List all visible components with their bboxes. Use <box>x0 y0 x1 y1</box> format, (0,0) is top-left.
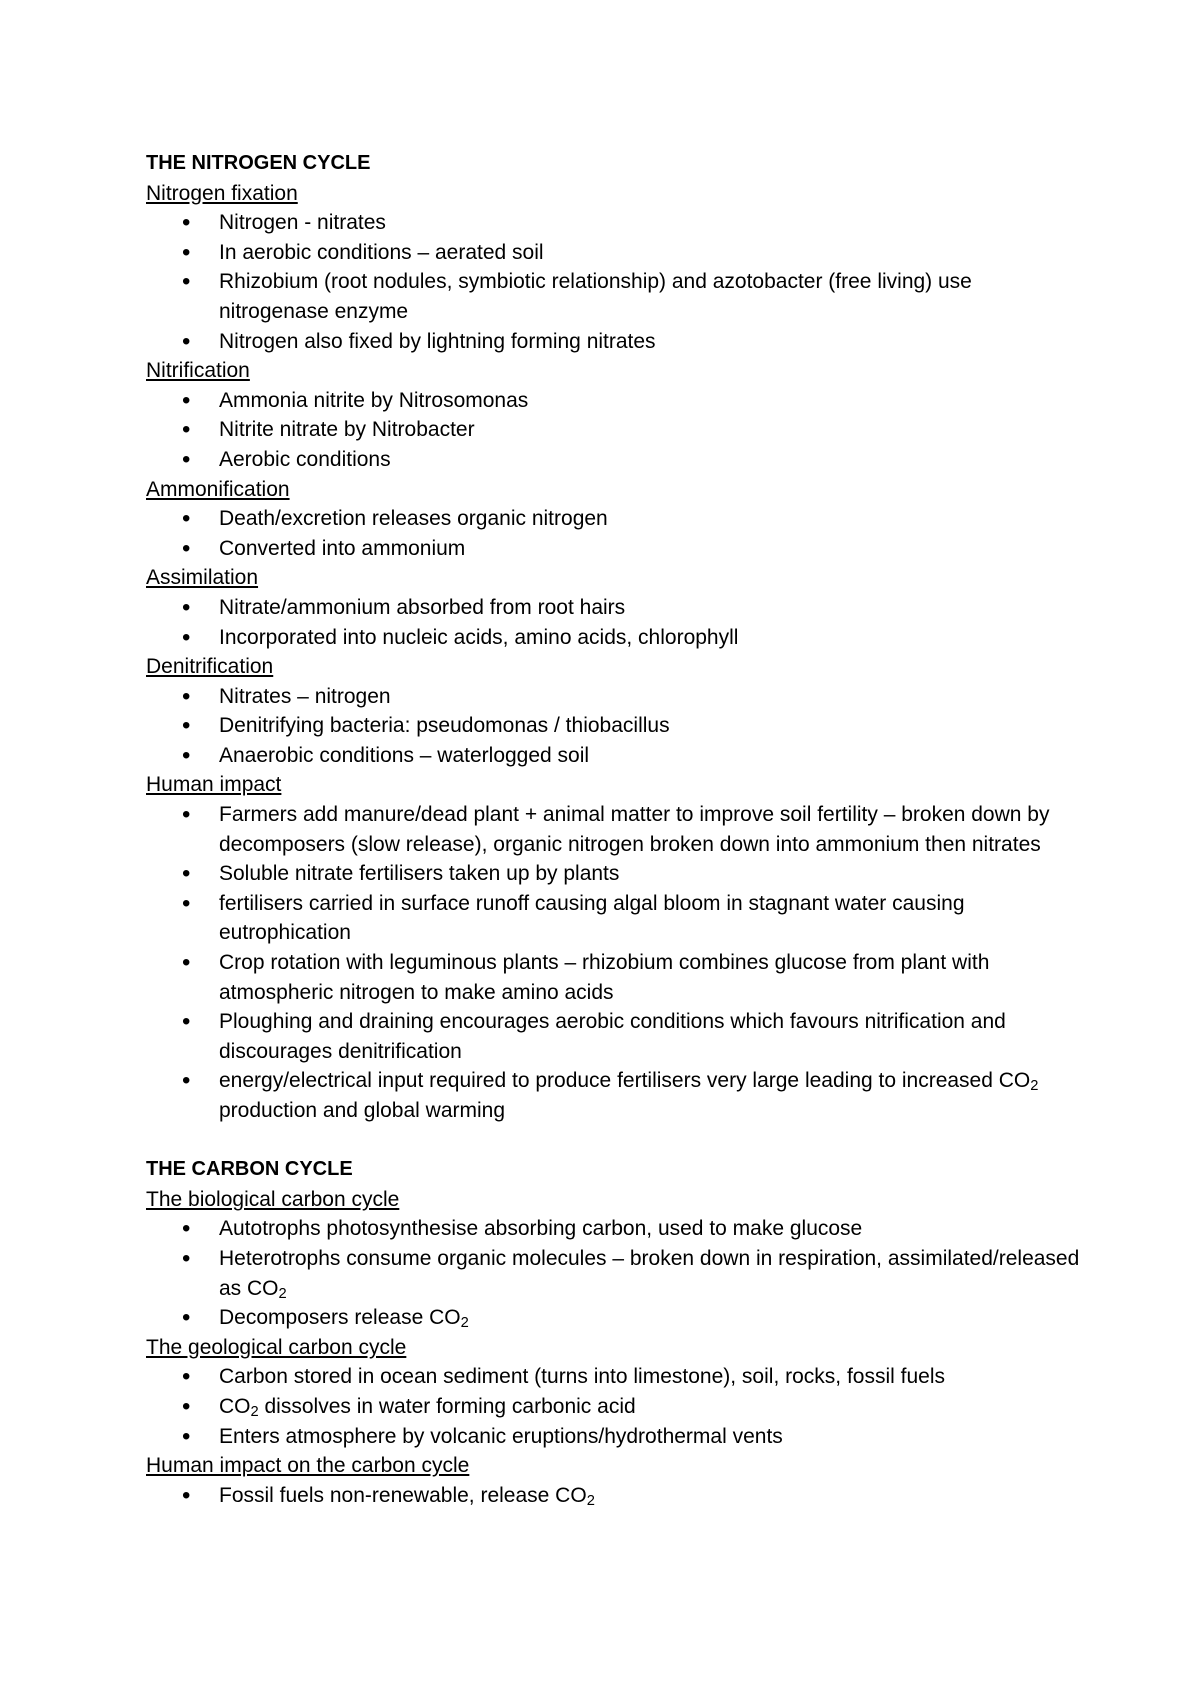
list-item: • Carbon stored in ocean sediment (turns into limestone), soil, rocks, fossil fuels <box>146 1362 1086 1392</box>
list-item: • Nitrite nitrate by Nitrobacter <box>146 415 1086 445</box>
list-biological-carbon-cycle <box>146 1214 1086 1332</box>
heading-biological-carbon-cycle: The biological carbon cycle <box>146 1187 400 1211</box>
document-page <box>146 149 1086 1510</box>
heading-human-impact: Human impact <box>146 773 282 797</box>
list-item: • Death/excretion releases organic nitrogen <box>146 504 1086 534</box>
list-item: • Nitrogen also fixed by lightning forming nitrates <box>146 327 1086 357</box>
heading-nitrification: Nitrification <box>146 359 250 383</box>
list-item: • Rhizobium (root nodules, symbiotic relationship) and azotobacter (free living) use nitrogenase enzyme <box>146 267 1086 326</box>
heading-nitrogen-fixation: Nitrogen fixation <box>146 181 298 205</box>
list-item: • Ploughing and draining encourages aerobic conditions which favours nitrification and discourages denitrification <box>146 1007 1086 1066</box>
list-item: • Converted into ammonium <box>146 534 1086 564</box>
subscript: 2 <box>250 1403 259 1420</box>
list-item <box>146 1244 1086 1303</box>
list-item: • Ammonia nitrite by Nitrosomonas <box>146 386 1086 416</box>
list-item: • Farmers add manure/dead plant + animal matter to improve soil fertility – broken down by decomposers (slow release), organic nitrogen broken down into ammonium then nitrates <box>146 800 1086 859</box>
list-assimilation <box>146 593 1086 652</box>
list-item-text: CO <box>219 1394 251 1418</box>
heading-geological-carbon-cycle: The geological carbon cycle <box>146 1335 407 1359</box>
carbon-cycle-title: THE CARBON CYCLE <box>146 1158 353 1181</box>
list-item: • Denitrifying bacteria: pseudomonas / thiobacillus <box>146 711 1086 741</box>
list-ammonification <box>146 504 1086 563</box>
heading-assimilation: Assimilation <box>146 566 259 590</box>
list-item: • Soluble nitrate fertilisers taken up by plants <box>146 859 1086 889</box>
heading-ammonification: Ammonification <box>146 477 290 501</box>
list-item: • Nitrogen - nitrates <box>146 208 1086 238</box>
list-item: • Nitrate/ammonium absorbed from root hairs <box>146 593 1086 623</box>
heading-denitrification: Denitrification <box>146 655 274 679</box>
list-nitrification <box>146 386 1086 475</box>
list-item <box>146 1392 1086 1422</box>
subscript: 2 <box>586 1492 595 1509</box>
list-item-text: production and global warming <box>219 1099 506 1122</box>
list-item: • In aerobic conditions – aerated soil <box>146 238 1086 268</box>
list-item: • fertilisers carried in surface runoff causing algal bloom in stagnant water causing eutrophication <box>146 889 1086 948</box>
subscript: 2 <box>1030 1078 1039 1095</box>
list-denitrification <box>146 682 1086 771</box>
list-geological-carbon-cycle <box>146 1362 1086 1451</box>
blank-line <box>146 1126 1086 1156</box>
list-item: • Incorporated into nucleic acids, amino acids, chlorophyll <box>146 623 1086 653</box>
list-item-text: energy/electrical input required to produce fertilisers very large leading to increased CO <box>219 1069 1031 1093</box>
list-item: • Anaerobic conditions – waterlogged soil <box>146 741 1086 771</box>
list-item: • Aerobic conditions <box>146 445 1086 475</box>
list-item <box>146 1066 1086 1125</box>
list-item: • Nitrates – nitrogen <box>146 682 1086 712</box>
list-nitrogen-fixation <box>146 208 1086 356</box>
list-item <box>146 1303 1086 1333</box>
list-item-text: Fossil fuels non-renewable, release CO <box>219 1483 587 1507</box>
list-item-text: Heterotrophs consume organic molecules – broken down in respiration, assimilated/released as CO <box>219 1246 1080 1300</box>
list-human-impact-carbon <box>146 1481 1086 1511</box>
list-item: • Autotrophs photosynthesise absorbing carbon, used to make glucose <box>146 1214 1086 1244</box>
list-item <box>146 1481 1086 1511</box>
list-item-text: Decomposers release CO <box>219 1306 461 1330</box>
list-item: • Crop rotation with leguminous plants – rhizobium combines glucose from plant with atmospheric nitrogen to make amino acids <box>146 948 1086 1007</box>
list-human-impact <box>146 800 1086 1126</box>
heading-human-impact-carbon: Human impact on the carbon cycle <box>146 1454 470 1478</box>
subscript: 2 <box>460 1315 469 1332</box>
nitrogen-cycle-title: THE NITROGEN CYCLE <box>146 152 371 174</box>
list-item: • Enters atmosphere by volcanic eruptions/hydrothermal vents <box>146 1422 1086 1452</box>
list-item-text: dissolves in water forming carbonic acid <box>258 1394 636 1418</box>
subscript: 2 <box>278 1285 287 1302</box>
